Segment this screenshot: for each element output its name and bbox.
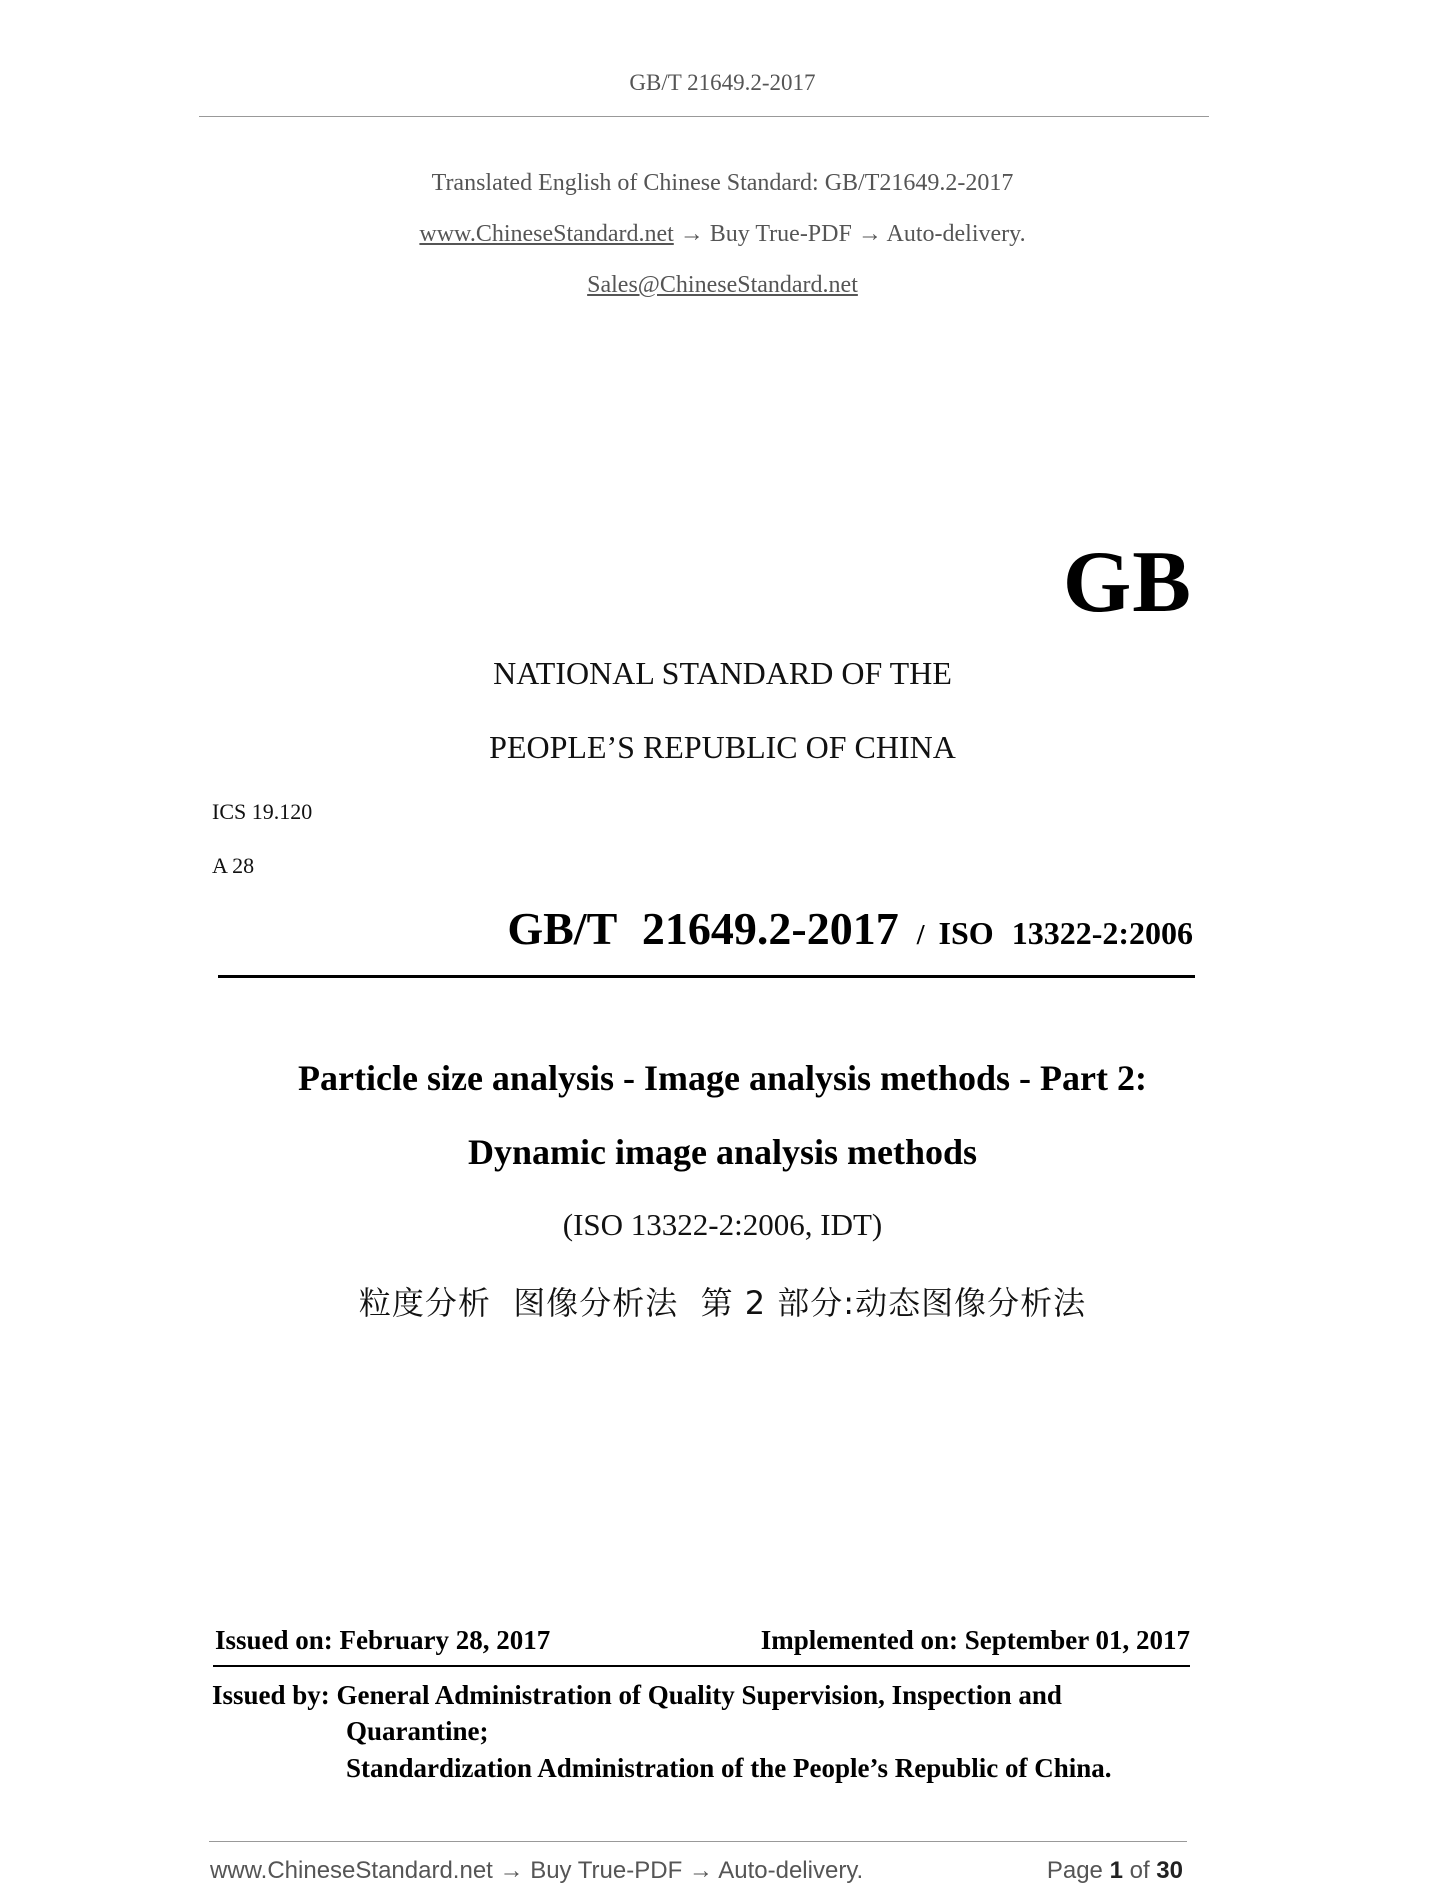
national-standard-heading: NATIONAL STANDARD OF THE	[493, 655, 952, 691]
document-title-line-2: Dynamic image analysis methods	[467, 1132, 977, 1172]
arrow-right-icon: →	[688, 1857, 713, 1884]
standard-number-rule	[218, 975, 1195, 978]
page-number: 1	[1109, 1857, 1123, 1884]
iso-number: ISO 13322-2:2006	[938, 915, 1193, 951]
running-header: GB/T 21649.2-2017	[629, 70, 816, 95]
site-link[interactable]: www.ChineseStandard.net	[419, 221, 674, 247]
implemented-on-date: Implemented on: September 01, 2017	[760, 1625, 1190, 1655]
page-total: 30	[1156, 1857, 1183, 1884]
country-heading: PEOPLE’S REPUBLIC OF CHINA	[489, 729, 956, 765]
standard-number: GB/T 21649.2-2017	[507, 903, 899, 954]
number-separator: /	[916, 920, 925, 951]
issued-on-date: Issued on: February 28, 2017	[215, 1625, 551, 1655]
footer-delivery-text: Auto-delivery.	[718, 1857, 864, 1884]
promo-translation-line: Translated English of Chinese Standard: GB/T21649.2-2017	[431, 170, 1014, 196]
page-label: Page	[1046, 1857, 1103, 1884]
arrow-right-icon: →	[499, 1857, 524, 1884]
header-divider	[199, 116, 1209, 117]
issuer-line-3: Standardization Administration of the People’s Republic of China.	[346, 1753, 1112, 1783]
chinese-title: 粒度分析 图像分析法 第 2 部分:动态图像分析法	[358, 1284, 1087, 1322]
iso-equivalence: (ISO 13322-2:2006, IDT)	[562, 1207, 883, 1242]
issuer-line-1: Issued by: General Administration of Quality Supervision, Inspection and	[212, 1680, 1062, 1710]
promo-buy-line	[0, 221, 1445, 248]
auto-delivery-text: Auto-delivery.	[886, 221, 1026, 247]
dates-rule	[213, 1665, 1190, 1667]
ccs-code: A 28	[212, 853, 255, 878]
arrow-right-icon: →	[679, 221, 704, 247]
page-indicator	[1047, 1857, 1183, 1885]
buy-true-pdf-text: Buy True-PDF	[709, 221, 852, 247]
footer-buy-text: Buy True-PDF	[530, 1857, 683, 1884]
promo-email-line	[0, 272, 1445, 299]
of-label: of	[1129, 1857, 1150, 1884]
document-title-line-1: Particle size analysis - Image analysis methods - Part 2:	[298, 1058, 1147, 1098]
footer-divider	[209, 1841, 1187, 1842]
footer-promo	[210, 1857, 863, 1885]
footer-site-link[interactable]: www.ChineseStandard.net	[210, 1857, 493, 1884]
arrow-right-icon: →	[857, 221, 882, 247]
ics-code: ICS 19.120	[212, 799, 313, 824]
gb-logo: GB	[1062, 534, 1192, 631]
standard-number-row	[507, 902, 1193, 955]
sales-email-link[interactable]: Sales@ChineseStandard.net	[587, 272, 858, 298]
issuer-line-2: Quarantine;	[346, 1716, 489, 1746]
